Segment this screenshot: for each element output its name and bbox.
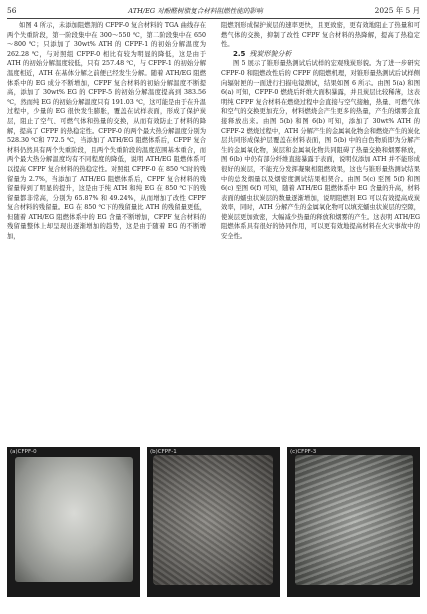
section-heading <box>221 50 420 60</box>
page-header <box>7 2 420 19</box>
section-title: 残炭形貌分析 <box>249 49 292 58</box>
panel-label: (a)CFPF-0 <box>10 449 37 455</box>
page-number: 56 <box>7 5 17 15</box>
body-paragraph: 如图 4 所示，未添加阻燃剂的 CFPF-0 复合材料的 TGA 曲线存在两个失重阶段，第一阶段集中在 300～550 ℃，第二阶段集中在 650～800 ℃；只添加了 30wt% ATH 的 CFPF-1 的初始分解温度为 262.28 ℃，与对照组 CFPF-0 相比有较为明显的降低，这是由于 ATH 的初始分解温度较低，只有 257.48 ℃，与 CFPF-1 的初始分解温度相近，ATH 在基体分解之前便已经发生分解。随着 ATH/EG 阻燃体系中的 EG 成分不断增加，CFPF 复合材料的初始分解温度不断提高，添加了 30wt% EG 的 CFPF-5 的初始分解温度提高到 383.56 ℃，然而纯 EG 的初始分解温度只有 191.03 ℃，这可能是由于在升温过程中，少量的 EG 很快发生膨胀，覆盖在试样表面，形成了保护炭层，阻止了空气、可燃气体和热量的交换，从而有效防止了材料的降解，提高了 CFPF 的热稳定性。CFPF-0 的两个最大热分解温度分别为 528.30 ℃和 772.5 ℃，当添加了 ATH/EG 阻燃体系后，CFPF 复合材料仍然具有两个失重阶段，且两个失重阶段的温度范围基本重合，而两个最大热分解温度均有不同程度的降低，说明 ATH/EG 阻燃体系可以提高 CFPF 复合材料的热稳定性。对照组 CFPF-0 在 850 ℃时的残留量为 2.7%，当添加了 ATH/EG 阻燃体系后，CFPF 复合材料的残留量得到了明显的提升，这是由于纯 ATH 和纯 EG 在 850 ℃下的残留量都非常高，分别为 65.87% 和 49.24%，从而增加了改性 CFPF 复合材料的残留量。EG 在 850 ℃下的残留量比 ATH 的残留量更低，但随着 ATH/EG 阻燃体系中的 EG 含量不断增加，CFPF 复合材料的残留量整体上却呈现出逐渐增加的趋势，这是由于随着 EG 的不断增加， <box>7 22 206 241</box>
panel-label: (c)CFPF-3 <box>290 449 317 455</box>
section-number: 2.5 <box>233 49 246 58</box>
body-paragraph: 图 5 展示了锥形量热测试后试样的宏观残炭形貌。为了进一步研究 CFPF-0 和阻燃改性后的 CFPF 的阻燃机理，对锥形量热测试后试样侧向辐射匣的一面进行扫描电镜测试，结果如图 6 所示。由图 5(a) 和图 6(a) 可知，CFPF-0 燃烧后纤维大面积暴露，并且炭层比较稀薄，这表明纯 CFPF 复合材料在燃烧过程中会直接与空气接触，热量、可燃气体和空气的交换更加充分，材料燃烧会产生更多的热量，产生的烟雾会直接释放出来。由图 5(b) 和图 6(b) 可知，添加了 30wt% ATH 的 CFPF-2 燃烧过程中，ATH 分解产生的金属氧化物会和燃烧产生的炭化层共同形成保护层覆盖在材料表面，图 5(b) 中的白色物质即为分解产生的金属氧化物，炭层和金属氧化物共同阻碍了热量交换和烟雾释放，图 6(b) 中仍有部分纤维直接暴露于表面，说明仅添加 ATH 并不能形成很好的炭层，不能充分发挥凝聚相阻燃效果，这也与锥形量热测试结果中的总发烟量以及烟密度测试结果相契合。由图 5(c) 至图 5(f) 和图 6(c) 至图 6(f) 可知，随着 ATH/EG 阻燃体系中 EG 含量的升高，材料表面的蠕虫状炭层的数量逐渐增加，说明阻燃剂 EG 可以有效提高成炭效率，同时，ATH 分解产生的金属氧化物可以填充蠕虫状炭层的空隙，使炭层更加致密，大幅减少热量的释放和烟雾的产生。这表明 ATH/EG 阻燃体系具有很好的协同作用，可以更有效地提高材料在火灾事故中的安全性。 <box>221 60 420 241</box>
body-paragraph: 阻燃剂形成保护炭层的速率更快，且更致密，更有效地阻止了热量和可燃气体的交换，抑制了改性 CFPF 复合材料的热降解，提高了热稳定性。 <box>221 22 420 49</box>
residue-photo-c <box>287 447 420 597</box>
panel-label: (b)CFPF-1 <box>150 449 177 455</box>
residue-photo-a <box>7 447 140 597</box>
figure-5-residue-photos <box>7 447 420 597</box>
left-column <box>7 21 206 242</box>
char-residue-image <box>295 455 413 585</box>
right-column <box>221 21 420 242</box>
residue-photo-b <box>147 447 280 597</box>
issue-date: 2025 年 5 月 <box>374 5 420 15</box>
journal-running-title: ATH/EG 对酚醛树脂复合材料阻燃性能的影响 <box>128 7 263 15</box>
char-residue-image <box>15 457 133 582</box>
char-residue-image <box>153 455 273 585</box>
